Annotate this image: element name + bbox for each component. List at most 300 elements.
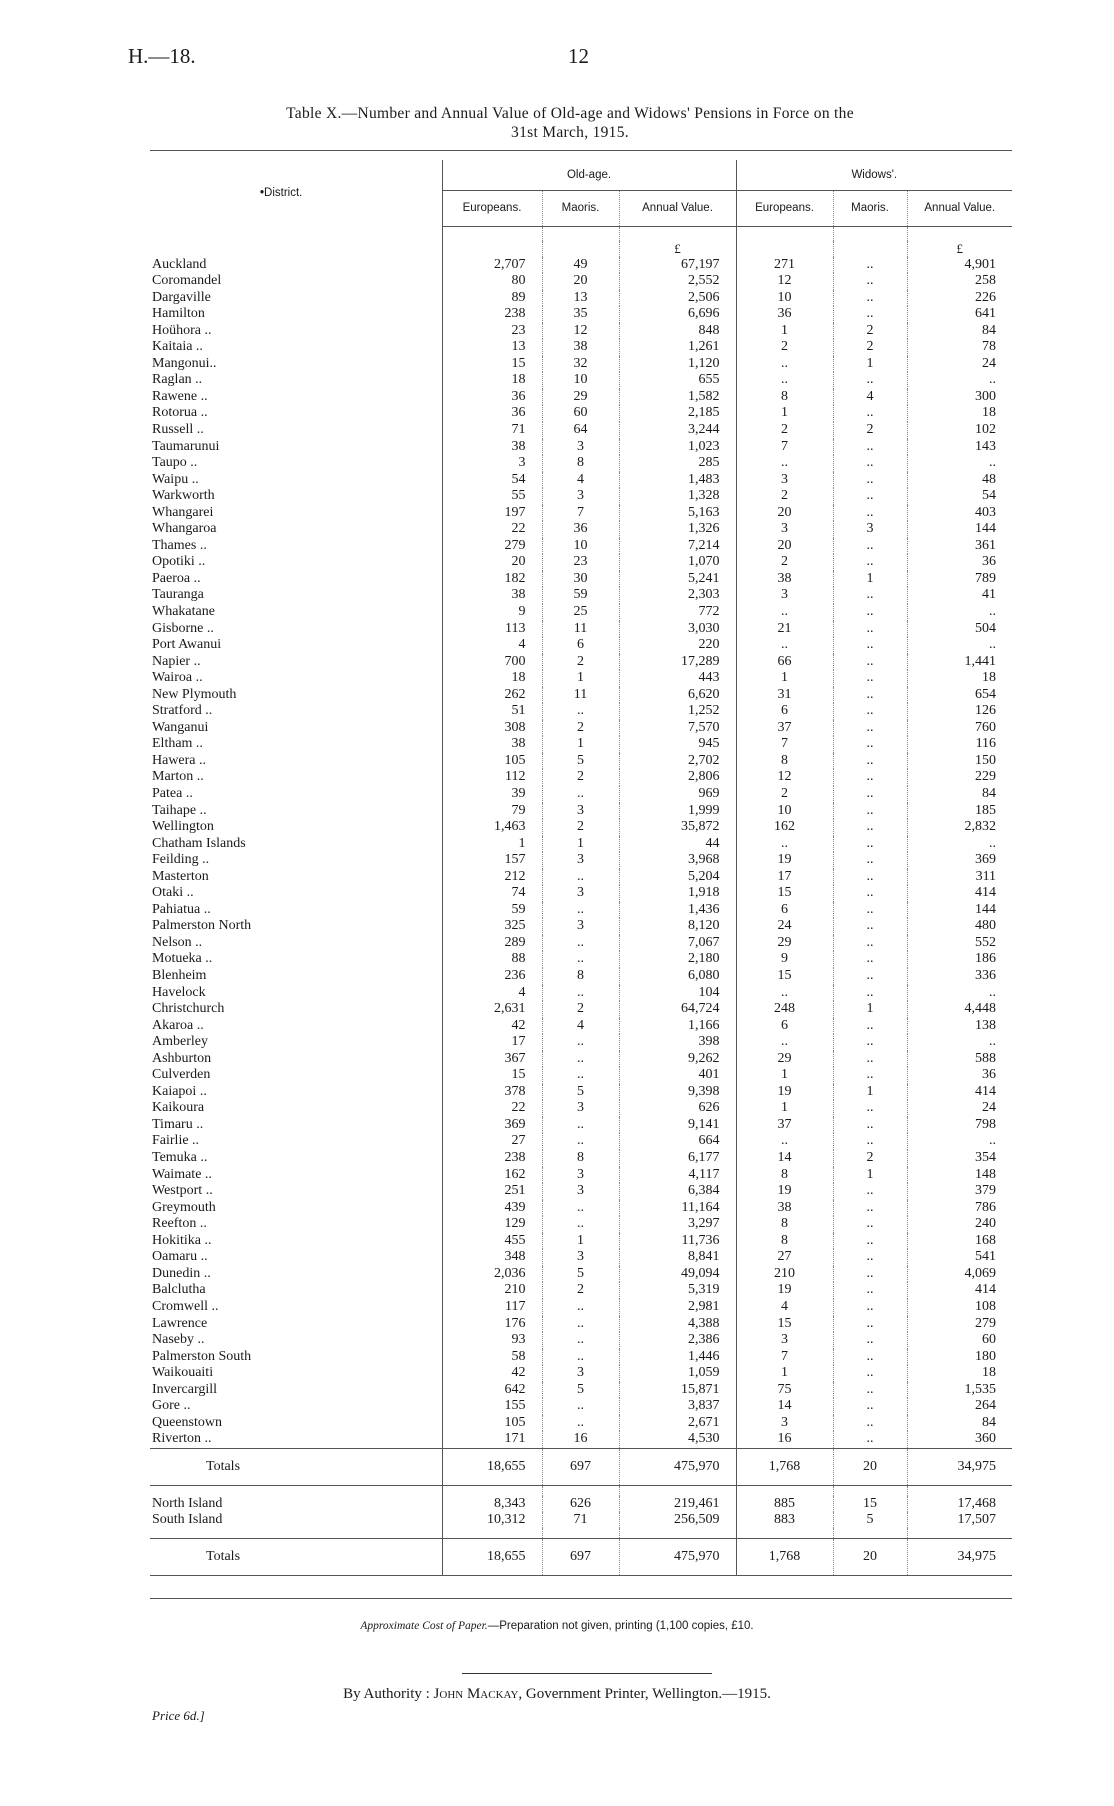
old-age-europeans-cell: 8,343 (494, 1495, 526, 1511)
old-age-value-cell: 1,582 (619, 389, 736, 406)
old-age-value-cell: 5,163 (619, 505, 736, 522)
widows-maoris-cell: .. (833, 703, 907, 720)
old-age-value-cell: 5,241 (619, 571, 736, 588)
widows-maoris-cell: 1 (833, 356, 907, 373)
old-age-value-cell: 1,261 (619, 339, 736, 356)
district-name: Totals (150, 1448, 442, 1485)
table-row (150, 422, 1012, 439)
old-age-europeans-cell: 42 (511, 1365, 526, 1381)
old-age-maoris-cell: 5 (542, 1266, 619, 1283)
district-header: •District. (150, 160, 442, 226)
old-age-europeans-cell: 308 (504, 719, 526, 735)
old-age-maoris-cell: .. (542, 703, 619, 720)
widows-value-cell: 24 (907, 356, 1012, 373)
table-row (150, 1200, 1012, 1217)
old-age-europeans-cell: 10,312 (487, 1511, 526, 1527)
district-name: Gisborne .. (150, 621, 442, 638)
widows-value-cell: 1,535 (907, 1382, 1012, 1399)
old-age-europeans-cell: 1 (518, 835, 526, 851)
widows-maoris-cell: .. (833, 554, 907, 571)
table-row (150, 1034, 1012, 1051)
widows-value-cell: 311 (907, 869, 1012, 886)
widows-europeans-cell: 885 (774, 1495, 796, 1511)
old-age-europeans-cell: 38 (511, 736, 526, 752)
widows-value-cell: 34,975 (907, 1538, 1012, 1575)
widows-maoris-cell: .. (833, 1200, 907, 1217)
old-age-value-cell: 7,570 (619, 720, 736, 737)
old-age-europeans-cell: 55 (511, 488, 526, 504)
old-age-value-cell: 2,185 (619, 405, 736, 422)
old-age-europeans-cell: 197 (504, 504, 526, 520)
widows-value-cell: 24 (907, 1100, 1012, 1117)
grand-totals-row (150, 1538, 1012, 1575)
widows-value-cell: 336 (907, 968, 1012, 985)
widows-value-cell: 480 (907, 918, 1012, 935)
widows-europeans-header: Europeans. (736, 191, 833, 226)
old-age-value-cell: 1,070 (619, 554, 736, 571)
old-age-maoris-cell: 29 (542, 389, 619, 406)
widows-maoris-cell: .. (833, 621, 907, 638)
widows-value-cell: 414 (907, 1084, 1012, 1101)
old-age-maoris-cell: 49 (542, 257, 619, 274)
old-age-value-cell: 15,871 (619, 1382, 736, 1399)
district-name: Waipu .. (150, 472, 442, 489)
district-name: Dargaville (150, 290, 442, 307)
old-age-value-cell: 1,023 (619, 439, 736, 456)
old-age-maoris-cell: 7 (542, 505, 619, 522)
widows-maoris-cell: 1 (833, 571, 907, 588)
table-row (150, 703, 1012, 720)
district-name: Kaitaia .. (150, 339, 442, 356)
district-name: Culverden (150, 1067, 442, 1084)
widows-value-cell: 144 (907, 521, 1012, 538)
old-age-europeans-cell: 20 (511, 554, 526, 570)
old-age-value-cell: 2,671 (619, 1415, 736, 1432)
old-age-europeans-cell: 54 (511, 471, 526, 487)
old-age-value-cell: 443 (619, 670, 736, 687)
old-age-value-cell: 220 (619, 637, 736, 654)
old-age-maoris-cell: .. (542, 1349, 619, 1366)
old-age-value-cell: 6,177 (619, 1150, 736, 1167)
widows-maoris-cell: .. (833, 1034, 907, 1051)
widows-europeans-cell: 8 (781, 1216, 789, 1232)
district-name: Hamilton (150, 306, 442, 323)
table-row (150, 273, 1012, 290)
widows-value-cell: 760 (907, 720, 1012, 737)
old-age-europeans-cell: 105 (504, 1414, 526, 1430)
widows-value-cell: 185 (907, 803, 1012, 820)
old-age-maoris-cell: 11 (542, 621, 619, 638)
district-name: Invercargill (150, 1382, 442, 1399)
old-age-maoris-cell: 5 (542, 753, 619, 770)
old-age-value-cell: 256,509 (619, 1512, 736, 1528)
widows-europeans-cell: 38 (777, 570, 792, 586)
widows-maoris-cell: .. (833, 1382, 907, 1399)
widows-maoris-cell: .. (833, 538, 907, 555)
widows-europeans-cell: 1 (781, 1100, 789, 1116)
authority-prefix: By Authority : (343, 1686, 430, 1702)
imprint (0, 1686, 1114, 1703)
widows-europeans-cell: 27 (777, 1249, 792, 1265)
old-age-value-cell: 2,303 (619, 587, 736, 604)
widows-europeans-cell: .. (781, 637, 789, 653)
widows-europeans-cell: 29 (777, 1050, 792, 1066)
old-age-europeans-cell: 176 (504, 1315, 526, 1331)
widows-maoris-cell: .. (833, 753, 907, 770)
old-age-europeans-cell: 378 (504, 1083, 526, 1099)
widows-europeans-cell: 9 (781, 951, 789, 967)
old-age-europeans-cell: 9 (518, 603, 526, 619)
widows-value-cell: 36 (907, 554, 1012, 571)
widows-maoris-cell: .. (833, 1349, 907, 1366)
old-age-value-cell: 5,319 (619, 1282, 736, 1299)
old-age-maoris-cell: 3 (542, 1183, 619, 1200)
old-age-maoris-cell: 1 (542, 736, 619, 753)
widows-maoris-cell: .. (833, 1051, 907, 1068)
widows-maoris-cell: 1 (833, 1084, 907, 1101)
old-age-maoris-cell: 8 (542, 455, 619, 472)
old-age-europeans-cell: 58 (511, 1348, 526, 1364)
widows-maoris-cell: 1 (833, 1001, 907, 1018)
district-name: Napier .. (150, 654, 442, 671)
widows-value-cell: 148 (907, 1167, 1012, 1184)
old-age-maoris-cell: .. (542, 1216, 619, 1233)
district-name: Masterton (150, 869, 442, 886)
widows-value-cell: 60 (907, 1332, 1012, 1349)
old-age-value-cell: 1,252 (619, 703, 736, 720)
old-age-value-cell: 6,080 (619, 968, 736, 985)
widows-value-cell: 354 (907, 1150, 1012, 1167)
widows-europeans-cell: 31 (777, 686, 792, 702)
widows-europeans-cell: 3 (781, 521, 789, 537)
widows-europeans-cell: 19 (777, 1183, 792, 1199)
district-name: Wairoa .. (150, 670, 442, 687)
old-age-maoris-cell: 3 (542, 488, 619, 505)
district-name: Russell .. (150, 422, 442, 439)
old-age-value-cell: 1,483 (619, 472, 736, 489)
table-row (150, 339, 1012, 356)
widows-value-cell: 78 (907, 339, 1012, 356)
widows-europeans-cell: 883 (774, 1511, 796, 1527)
old-age-value-cell: 655 (619, 372, 736, 389)
table-row (150, 1299, 1012, 1316)
old-age-value-cell: 1,328 (619, 488, 736, 505)
widows-europeans-cell: 19 (777, 852, 792, 868)
widows-maoris-cell: .. (833, 736, 907, 753)
table-row (150, 1117, 1012, 1134)
widows-europeans-cell: 1 (781, 1067, 789, 1083)
table-row (150, 323, 1012, 340)
old-age-maoris-cell: .. (542, 869, 619, 886)
widows-europeans-cell: 1 (781, 1365, 789, 1381)
old-age-maoris-cell: 71 (542, 1512, 619, 1528)
old-age-maoris-cell: 2 (542, 654, 619, 671)
old-age-europeans-cell: 325 (504, 918, 526, 934)
old-age-value-cell: 1,446 (619, 1349, 736, 1366)
district-name: Cromwell .. (150, 1299, 442, 1316)
widows-europeans-cell: .. (781, 984, 789, 1000)
widows-europeans-cell: 6 (781, 1017, 789, 1033)
widows-europeans-cell: 66 (777, 653, 792, 669)
old-age-maoris-cell: 13 (542, 290, 619, 307)
old-age-value-cell: 7,214 (619, 538, 736, 555)
old-age-europeans-cell: 238 (504, 306, 526, 322)
currency-row (150, 241, 1012, 257)
old-age-europeans-cell: 2,036 (494, 1265, 526, 1281)
district-name: Wanganui (150, 720, 442, 737)
old-age-maoris-cell: 3 (542, 439, 619, 456)
printer-name: John Mackay, (433, 1686, 523, 1702)
widows-maoris-cell: .. (833, 1233, 907, 1250)
old-age-value-cell: 3,297 (619, 1216, 736, 1233)
widows-value-cell: .. (907, 455, 1012, 472)
district-name: Oamaru .. (150, 1249, 442, 1266)
table-row (150, 571, 1012, 588)
old-age-maoris-cell: 8 (542, 1150, 619, 1167)
widows-europeans-cell: 1,768 (736, 1538, 833, 1575)
widows-maoris-cell: .. (833, 1117, 907, 1134)
widows-maoris-cell: 20 (833, 1448, 907, 1485)
table-row (150, 1183, 1012, 1200)
widows-value-cell: 41 (907, 587, 1012, 604)
district-name: Blenheim (150, 968, 442, 985)
price: Price 6d.] (152, 1708, 205, 1723)
table-row (150, 819, 1012, 836)
district-name: Greymouth (150, 1200, 442, 1217)
old-age-maoris-cell: 3 (542, 803, 619, 820)
district-name: Hoühora .. (150, 323, 442, 340)
table-row (150, 786, 1012, 803)
old-age-maoris-cell: 3 (542, 1100, 619, 1117)
widows-value-cell: 4,901 (907, 257, 1012, 274)
table-row (150, 488, 1012, 505)
old-age-maoris-cell: .. (542, 1200, 619, 1217)
widows-europeans-cell: 2 (781, 421, 789, 437)
old-age-europeans-cell: 74 (511, 885, 526, 901)
table-row (150, 1150, 1012, 1167)
district-name: Queenstown (150, 1415, 442, 1432)
table-row (150, 803, 1012, 820)
table-row (150, 472, 1012, 489)
old-age-europeans-cell: 238 (504, 1150, 526, 1166)
widows-value-cell: 143 (907, 439, 1012, 456)
old-age-europeans-cell: 17 (511, 1034, 526, 1050)
widows-europeans-cell: 271 (774, 256, 796, 272)
old-age-europeans-cell: 18,655 (442, 1448, 542, 1485)
old-age-value-cell: 9,141 (619, 1117, 736, 1134)
widows-europeans-cell: 248 (774, 1001, 796, 1017)
old-age-value-cell: 285 (619, 455, 736, 472)
old-age-maoris-cell: 2 (542, 1282, 619, 1299)
district-name: Palmerston North (150, 918, 442, 935)
old-age-europeans-cell: 455 (504, 1232, 526, 1248)
widows-maoris-cell: .. (833, 1415, 907, 1432)
widows-europeans-cell: 19 (777, 1083, 792, 1099)
table-row (150, 951, 1012, 968)
bottom-rule (150, 1598, 1012, 1599)
widows-europeans-cell: 1 (781, 405, 789, 421)
district-name: Mangonui.. (150, 356, 442, 373)
table-row (150, 372, 1012, 389)
old-age-value-cell: 848 (619, 323, 736, 340)
old-age-maoris-cell: .. (542, 1398, 619, 1415)
widows-maoris-cell: .. (833, 1266, 907, 1283)
widows-europeans-cell: 7 (781, 1348, 789, 1364)
old-age-value-cell: 945 (619, 736, 736, 753)
old-age-maoris-cell: 4 (542, 1018, 619, 1035)
district-name: Hawera .. (150, 753, 442, 770)
district-name: New Plymouth (150, 687, 442, 704)
old-age-europeans-cell: 4 (518, 637, 526, 653)
imprint-rule (462, 1673, 712, 1674)
widows-europeans-cell: 37 (777, 719, 792, 735)
old-age-europeans-cell: 2,707 (494, 256, 526, 272)
district-name: Feilding .. (150, 852, 442, 869)
widows-maoris-cell: .. (833, 885, 907, 902)
old-age-europeans-cell: 155 (504, 1398, 526, 1414)
widows-value-cell: .. (907, 985, 1012, 1002)
district-name: Naseby .. (150, 1332, 442, 1349)
old-age-value-cell: 1,999 (619, 803, 736, 820)
widows-value-cell: 641 (907, 306, 1012, 323)
table-row (150, 1133, 1012, 1150)
old-age-maoris-cell: 3 (542, 1167, 619, 1184)
district-name: Pahiatua .. (150, 902, 442, 919)
old-age-value-cell: 17,289 (619, 654, 736, 671)
table-row (150, 1266, 1012, 1283)
old-age-maoris-cell: .. (542, 902, 619, 919)
widows-value-cell: 48 (907, 472, 1012, 489)
old-age-europeans-cell: 59 (511, 901, 526, 917)
table-row (150, 637, 1012, 654)
old-age-value-cell: 664 (619, 1133, 736, 1150)
old-age-value-cell: 6,620 (619, 687, 736, 704)
widows-maoris-cell: .. (833, 587, 907, 604)
table-row (150, 389, 1012, 406)
widows-europeans-cell: .. (781, 355, 789, 371)
old-age-value-cell: 1,120 (619, 356, 736, 373)
widows-value-cell: 798 (907, 1117, 1012, 1134)
old-age-maoris-cell: 32 (542, 356, 619, 373)
table-row (150, 1216, 1012, 1233)
district-name: Riverton .. (150, 1431, 442, 1448)
old-age-europeans-cell: 369 (504, 1116, 526, 1132)
old-age-value-header: Annual Value. (619, 191, 736, 226)
widows-maoris-cell: .. (833, 720, 907, 737)
old-age-value-cell: 49,094 (619, 1266, 736, 1283)
table-row (150, 852, 1012, 869)
widows-europeans-cell: .. (781, 455, 789, 471)
old-age-value-cell: 9,262 (619, 1051, 736, 1068)
widows-europeans-cell: 2 (781, 488, 789, 504)
old-age-maoris-header: Maoris. (542, 191, 619, 226)
old-age-maoris-cell: 20 (542, 273, 619, 290)
old-age-value-cell: 4,530 (619, 1431, 736, 1448)
old-age-maoris-cell: 3 (542, 918, 619, 935)
old-age-maoris-cell: 30 (542, 571, 619, 588)
table-row (150, 902, 1012, 919)
widows-maoris-cell: .. (833, 472, 907, 489)
district-name: Havelock (150, 985, 442, 1002)
old-age-europeans-cell: 117 (505, 1298, 526, 1314)
widows-value-cell: 258 (907, 273, 1012, 290)
widows-europeans-cell: 210 (774, 1265, 796, 1281)
widows-value-cell: 102 (907, 422, 1012, 439)
old-age-maoris-cell: 1 (542, 836, 619, 853)
old-age-europeans-cell: 236 (504, 968, 526, 984)
widows-maoris-cell: .. (833, 439, 907, 456)
widows-europeans-cell: 16 (777, 1431, 792, 1447)
widows-europeans-cell: 7 (781, 736, 789, 752)
widows-maoris-cell: .. (833, 1018, 907, 1035)
old-age-maoris-cell: 3 (542, 1249, 619, 1266)
widows-maoris-cell: .. (833, 637, 907, 654)
widows-value-cell: 116 (907, 736, 1012, 753)
old-age-value-cell: 104 (619, 985, 736, 1002)
widows-maoris-cell: 4 (833, 389, 907, 406)
widows-maoris-cell: .. (833, 852, 907, 869)
old-age-europeans-cell: 51 (511, 703, 526, 719)
old-age-maoris-cell: 35 (542, 306, 619, 323)
district-name: Hokitika .. (150, 1233, 442, 1250)
widows-value-cell: .. (907, 1133, 1012, 1150)
district-name: Nelson .. (150, 935, 442, 952)
old-age-value-cell: 3,837 (619, 1398, 736, 1415)
table-row (150, 985, 1012, 1002)
old-age-maoris-cell: .. (542, 1051, 619, 1068)
old-age-value-cell: 4,388 (619, 1316, 736, 1333)
old-age-europeans-cell: 212 (504, 868, 526, 884)
old-age-maoris-cell: .. (542, 1034, 619, 1051)
table-row (150, 1349, 1012, 1366)
district-name: Taupo .. (150, 455, 442, 472)
widows-value-cell: 18 (907, 670, 1012, 687)
island-row (150, 1496, 1012, 1512)
old-age-value-cell: 3,030 (619, 621, 736, 638)
old-age-europeans-cell: 157 (504, 852, 526, 868)
table-row (150, 1431, 1012, 1448)
table-row (150, 621, 1012, 638)
widows-value-cell: 403 (907, 505, 1012, 522)
table-row (150, 1067, 1012, 1084)
table-row (150, 1332, 1012, 1349)
old-age-europeans-cell: 289 (504, 934, 526, 950)
old-age-europeans-cell: 42 (511, 1017, 526, 1033)
old-age-europeans-cell: 23 (511, 322, 526, 338)
widows-value-cell: 264 (907, 1398, 1012, 1415)
old-age-value-cell: 1,059 (619, 1365, 736, 1382)
table-row (150, 521, 1012, 538)
old-age-value-cell: 219,461 (619, 1496, 736, 1512)
widows-maoris-cell: .. (833, 604, 907, 621)
widows-value-cell: 36 (907, 1067, 1012, 1084)
widows-value-header: Annual Value. (907, 191, 1012, 226)
widows-value-cell: .. (907, 1034, 1012, 1051)
widows-maoris-cell: .. (833, 902, 907, 919)
widows-value-cell: 229 (907, 769, 1012, 786)
old-age-maoris-cell: 2 (542, 819, 619, 836)
old-age-maoris-cell: 2 (542, 720, 619, 737)
old-age-europeans-cell: 4 (518, 984, 526, 1000)
widows-value-cell: 186 (907, 951, 1012, 968)
old-age-europeans-cell: 18 (511, 670, 526, 686)
widows-europeans-cell: 8 (781, 752, 789, 768)
district-name: Taumarunui (150, 439, 442, 456)
old-age-value-cell: 2,506 (619, 290, 736, 307)
widows-value-cell: 84 (907, 1415, 1012, 1432)
widows-value-cell: 17,468 (907, 1496, 1012, 1512)
table-title (120, 104, 1020, 142)
